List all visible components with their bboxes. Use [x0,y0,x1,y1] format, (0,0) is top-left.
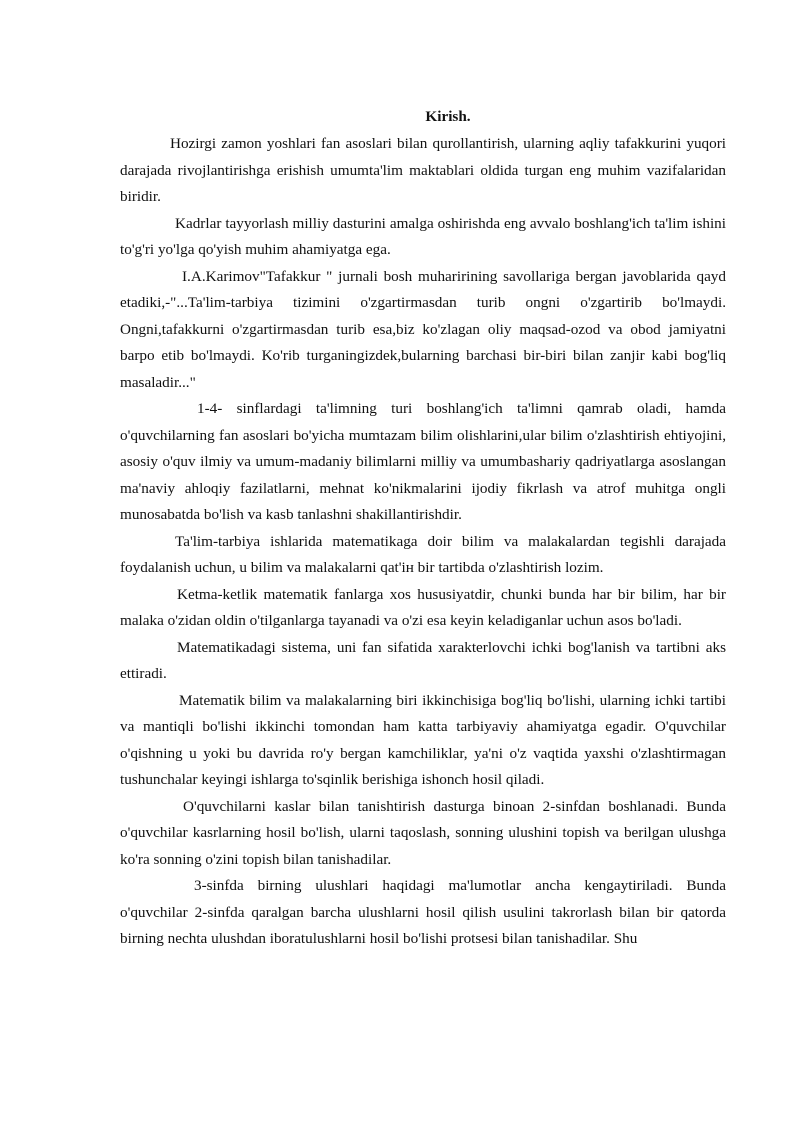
paragraph-7: Matematikadagi sistema, uni fan sifatida xarakterlovchi ichki bog'lanish va tartibni aks ettiradi. [120,638,726,682]
paragraph-2: Kadrlar tayyorlash milliy dasturini amalga oshirishda eng avvalo boshlang'ich ta'lim ishini to'g'ri yo'lga qo'yish muhim ahamiyatga ega. [120,214,726,258]
paragraph-9: O'quvchilarni kaslar bilan tanishtirish dasturga binoan 2-sinfdan boshlanadi. Bunda o'quvchilar kasrlarning hosil bo'lish, ularni taqoslash, sonning ulushini topish va berilgan ulushga ko'ra sonning o'zini topish bilan tanishadilar. [120,797,726,868]
paragraph-6: Ketma-ketlik matematik fanlarga xos hususiyatdir, chunki bunda har bir bilim, har bir malaka o'zidan oldin o'tilganlarga tayanadi va o'zi esa keyin keladiganlar uchun asos bo'ladi. [120,585,726,629]
paragraph-1: Hozirgi zamon yoshlari fan asoslari bilan qurollantirish, ularning aqliy tafakkurini yuqori darajada rivojlantirishga erishish umumta'lim maktablari oldida turgan eng muhim vazifalaridan biridir. [120,135,726,205]
paragraph-5: Ta'lim-tarbiya ishlarida matematikaga doir bilim va malakalardan tegishli darajada foydalanish uchun, u bilim va malakalarni qat'ін bir tartibda o'zlashtirish lozim. [120,532,726,576]
document-body [120,104,726,953]
paragraph-8: Matematik bilim va malakalarning biri ikkinchisiga bog'liq bo'lishi, ularning ichki tartibi va mantiqli bo'lishi ikkinchi tomondan ham katta tarbiyaviy ahamiyatga egadir. O'quvchilar o'qishning u yoki bu davrida ro'y bergan kamchiliklar, ya'ni o'z vaqtida yaxshi o'zlashtirmagan tushunchalar keyingi ishlarga to'sqinlik berishiga ishonch hosil qiladi. [120,691,726,788]
paragraph-10: 3-sinfda birning ulushlari haqidagi ma'lumotlar ancha kengaytiriladi. Bunda o'quvchilar 2-sinfda qaralgan barcha ulushlarni hosil qilish usulini takrorlash bilan bir qatorda birning nechta ulushdan iboratulushlarni hosil bo'lishi protsesi bilan tanishadilar. Shu [120,877,726,947]
paragraph-3: I.A.Karimov"Tafakkur " jurnali bosh muharirining savollariga bergan javoblarida qayd etadiki,-"...Ta'lim-tarbiya tizimini o'zgartirmasdan turib ongni o'zgartirib bo'lmaydi. Ongni,tafakkurni o'zgartirmasdan turib esa,biz ko'zlagan oliy maqsad-ozod va obod jamiyatni barpo etib bo'lmaydi. Ko'rib turganingizdek,bularning barchasi bir-biri bilan zanjir kabi bog'liq masaladir..." [120,267,726,391]
document-title: Kirish. [425,108,471,125]
paragraph-4: 1-4- sinflardagi ta'limning turi boshlang'ich ta'limni qamrab oladi, hamda o'quvchilarning fan asoslari bo'yicha mumtazam bilim olishlarini,ular bilim o'zlashtirish ehtiyojini, asosiy o'quv ilmiy va umum-madaniy bilimlarni milliy va umumbashariy qadriyatlarga asoslangan ma'naviy ahloqiy fazilatlarni, mehnat ko'nikmalarini ijodiy fikrlash va atrof muhitga ongli munosabatda bo'lish va kasb tanlashni shakillantirishdir. [120,400,726,523]
